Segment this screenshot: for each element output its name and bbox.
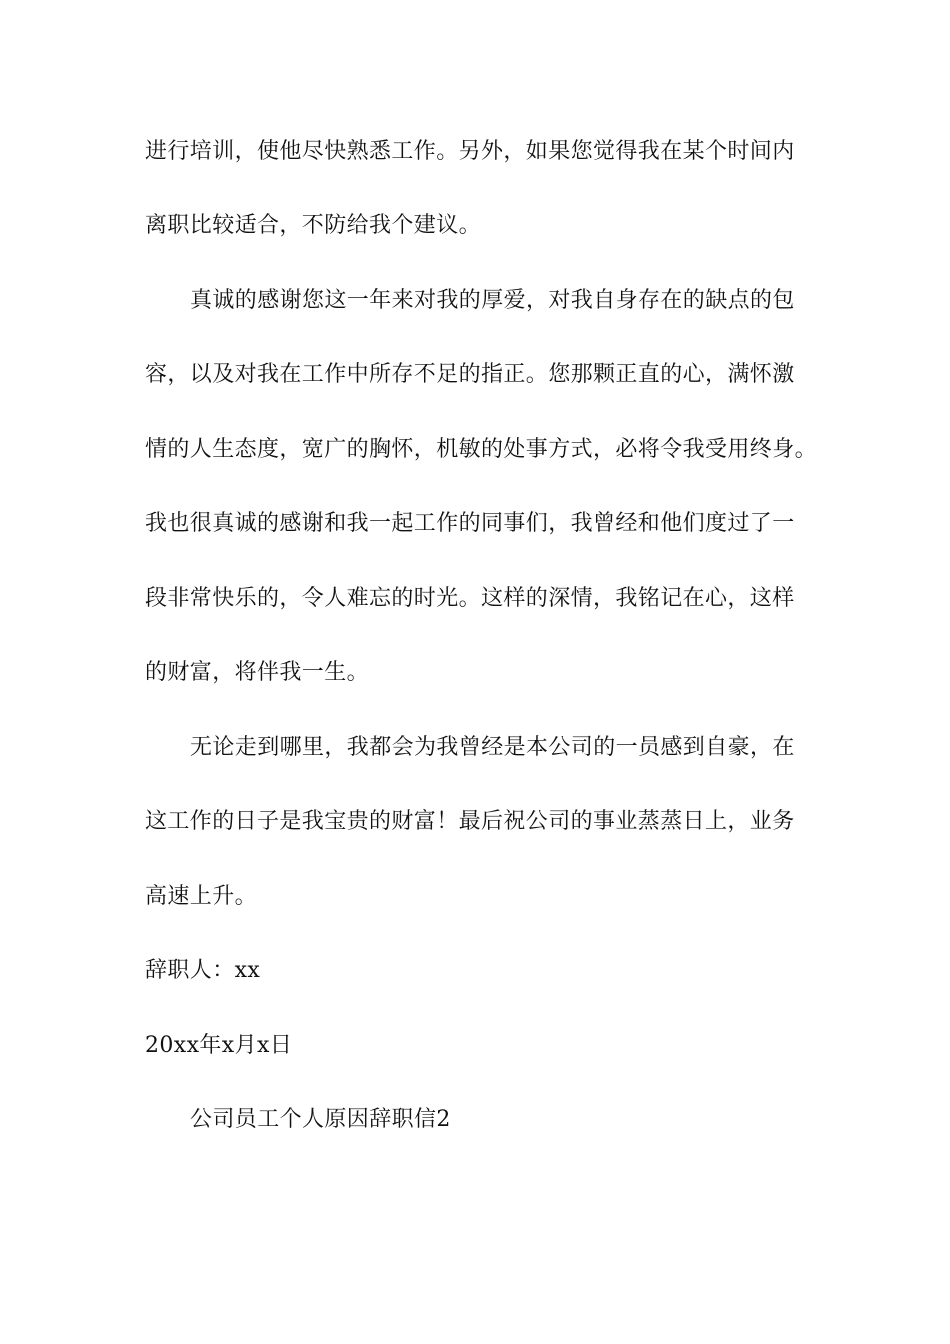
paragraph-line: 高速上升。 <box>145 884 258 909</box>
paragraph-line: 我也很真诚的感谢和我一起工作的同事们，我曾经和他们度过了一 <box>145 511 795 536</box>
paragraph-line: 的财富，将伴我一生。 <box>145 660 370 685</box>
date-line: 20xx年x月x日 <box>145 1033 293 1058</box>
paragraph-line: 真诚的感谢您这一年来对我的厚爱，对我自身存在的缺点的包 <box>190 288 795 313</box>
next-letter-title: 公司员工个人原因辞职信2 <box>190 1107 451 1132</box>
paragraph-line: 容，以及对我在工作中所存不足的指正。您那颗正直的心，满怀激 <box>145 362 795 387</box>
paragraph-line: 这工作的日子是我宝贵的财富！最后祝公司的事业蒸蒸日上，业务 <box>145 809 795 834</box>
paragraph-line: 段非常快乐的，令人难忘的时光。这样的深情，我铭记在心，这样 <box>145 586 795 611</box>
signature-line: 辞职人：xx <box>145 958 261 983</box>
paragraph-line: 无论走到哪里，我都会为我曾经是本公司的一员感到自豪，在 <box>190 735 795 760</box>
paragraph-line: 离职比较适合，不防给我个建议。 <box>145 213 482 238</box>
paragraph-line: 情的人生态度，宽广的胸怀，机敏的处事方式，必将令我受用终身。 <box>145 437 818 462</box>
paragraph-line: 进行培训，使他尽快熟悉工作。另外，如果您觉得我在某个时间内 <box>145 139 795 164</box>
